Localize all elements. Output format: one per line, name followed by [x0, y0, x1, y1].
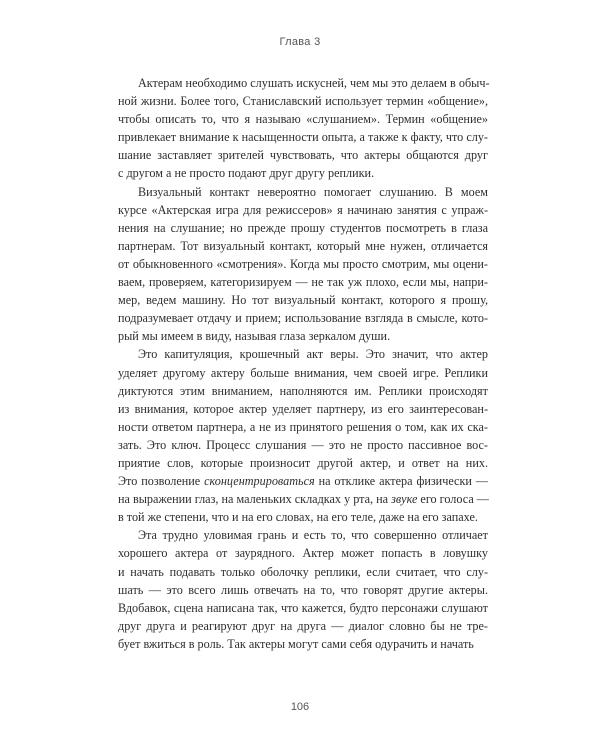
text-line	[118, 563, 488, 581]
text-segment: ности ответом партнера, а не из принятого решения о том, как их ска-	[118, 419, 488, 434]
text-segment: Это капитуляция, крошечный акт веры. Это значит, что актер	[138, 347, 488, 362]
italic-text: звуке	[391, 492, 418, 507]
text-line	[118, 599, 488, 617]
text-segment: ваем, проверяем, категоризируем — не так уж плохо, если мы, напри-	[118, 275, 488, 290]
text-line	[118, 128, 488, 146]
text-line	[118, 219, 488, 237]
text-segment: зать. Это ключ. Процесс слушания — это не просто пассивное вос-	[118, 437, 488, 452]
text-line	[118, 617, 488, 635]
text-line	[118, 436, 488, 454]
text-line	[118, 526, 488, 544]
text-line	[118, 418, 488, 436]
italic-text: сконцентрироваться	[204, 474, 315, 489]
text-segment: уделяет другому актеру больше внимания, чем своей игре. Реплики	[118, 365, 488, 380]
text-segment: друг друга и реагируют друг на друга — диалог словно бы не тре-	[118, 618, 488, 633]
text-segment: Вдобавок, сцена написана так, что кажется, будто персонажи слушают	[118, 600, 488, 615]
text-segment: на отклике актера физически —	[314, 474, 488, 489]
text-segment: мер, ведем машину. Но тот визуальный контакт, которого я прошу,	[118, 293, 488, 308]
paragraph	[118, 526, 488, 653]
paragraph	[118, 183, 488, 346]
text-segment: бует вжиться в роль. Так актеры могут сами себя одурачить и начать	[118, 636, 474, 651]
text-line	[118, 454, 488, 472]
text-segment: от обыкновенного «смотрения». Когда мы просто смотрим, мы оцени-	[118, 256, 488, 271]
text-line	[118, 146, 488, 164]
paragraph	[118, 74, 488, 183]
text-line	[118, 309, 488, 327]
text-segment: его голоса —	[417, 492, 489, 507]
text-line	[118, 110, 488, 128]
text-line	[118, 345, 488, 363]
text-line	[118, 472, 488, 490]
text-line	[118, 327, 488, 345]
running-head-chapter: Глава 3	[279, 36, 321, 48]
text-segment: шание заставляет зрителей чувствовать, что актеры общаются друг	[118, 148, 488, 163]
text-line	[118, 255, 488, 273]
text-segment: на выражении глаз, на маленьких складках у рта, на	[118, 492, 392, 507]
text-line	[118, 508, 488, 526]
text-line	[118, 544, 488, 562]
text-line	[118, 183, 488, 201]
text-segment: из внимания, которое актер уделяет партнеру, из его заинтересован-	[118, 401, 488, 416]
text-segment: Это позволение	[118, 474, 205, 489]
text-line	[118, 400, 488, 418]
text-line	[118, 364, 488, 382]
body-text	[118, 74, 488, 653]
text-segment: курсе «Актерская игра для режиссеров» я начинаю занятия с упраж-	[118, 202, 488, 217]
text-segment: шать — это всего лишь отвечать на то, что говорят другие актеры.	[118, 582, 488, 597]
text-line	[118, 201, 488, 219]
text-segment: Эта трудно уловимая грань и есть то, что совершенно отличает	[138, 528, 488, 543]
text-segment: Визуальный контакт невероятно помогает слушанию. В моем	[138, 184, 488, 199]
paragraph	[118, 345, 488, 526]
text-line	[118, 490, 488, 508]
text-line	[118, 382, 488, 400]
text-line	[118, 237, 488, 255]
text-segment: партнерам. Тот визуальный контакт, который мне нужен, отличается	[118, 238, 488, 253]
text-segment: и начать подавать только оболочку реплики, если считает, что слу-	[118, 564, 488, 579]
page-number: 106	[290, 701, 310, 713]
text-line	[118, 164, 488, 182]
text-segment: приятие слов, которые произносит другой актер, и ответ на них.	[118, 455, 488, 470]
text-segment: подразумевает отдачу и прием; использование взгляда в смысле, кото-	[118, 311, 488, 326]
text-line	[118, 581, 488, 599]
text-line	[118, 273, 488, 291]
text-line	[118, 74, 488, 92]
text-segment: с другом а не просто подают друг другу реплики.	[118, 166, 375, 181]
text-segment: привлекает внимание к насыщенности опыта, а также к факту, что слу-	[118, 130, 488, 145]
text-segment: нения на слушание; но прежде прошу студентов посмотреть в глаза	[118, 220, 488, 235]
text-segment: рый мы имеем в виду, называя глаза зеркалом души.	[118, 329, 391, 344]
text-segment: хорошего актера от заурядного. Актер может попасть в ловушку	[118, 546, 488, 561]
text-segment: Актерам необходимо слушать искусней, чем мы это делаем в обыч-	[138, 76, 490, 90]
text-segment: ной жизни. Более того, Станиславский использует термин «общение»,	[118, 94, 488, 109]
text-segment: диктуются этим вниманием, наполняются им. Реплики происходят	[118, 383, 488, 398]
text-segment: в той же степени, что и на его словах, на его теле, даже на его запахе.	[118, 510, 478, 525]
text-line	[118, 291, 488, 309]
text-segment: чтобы описать то, что я называю «слушанием». Термин «общение»	[118, 112, 488, 127]
text-line	[118, 92, 488, 110]
text-line	[118, 635, 488, 653]
